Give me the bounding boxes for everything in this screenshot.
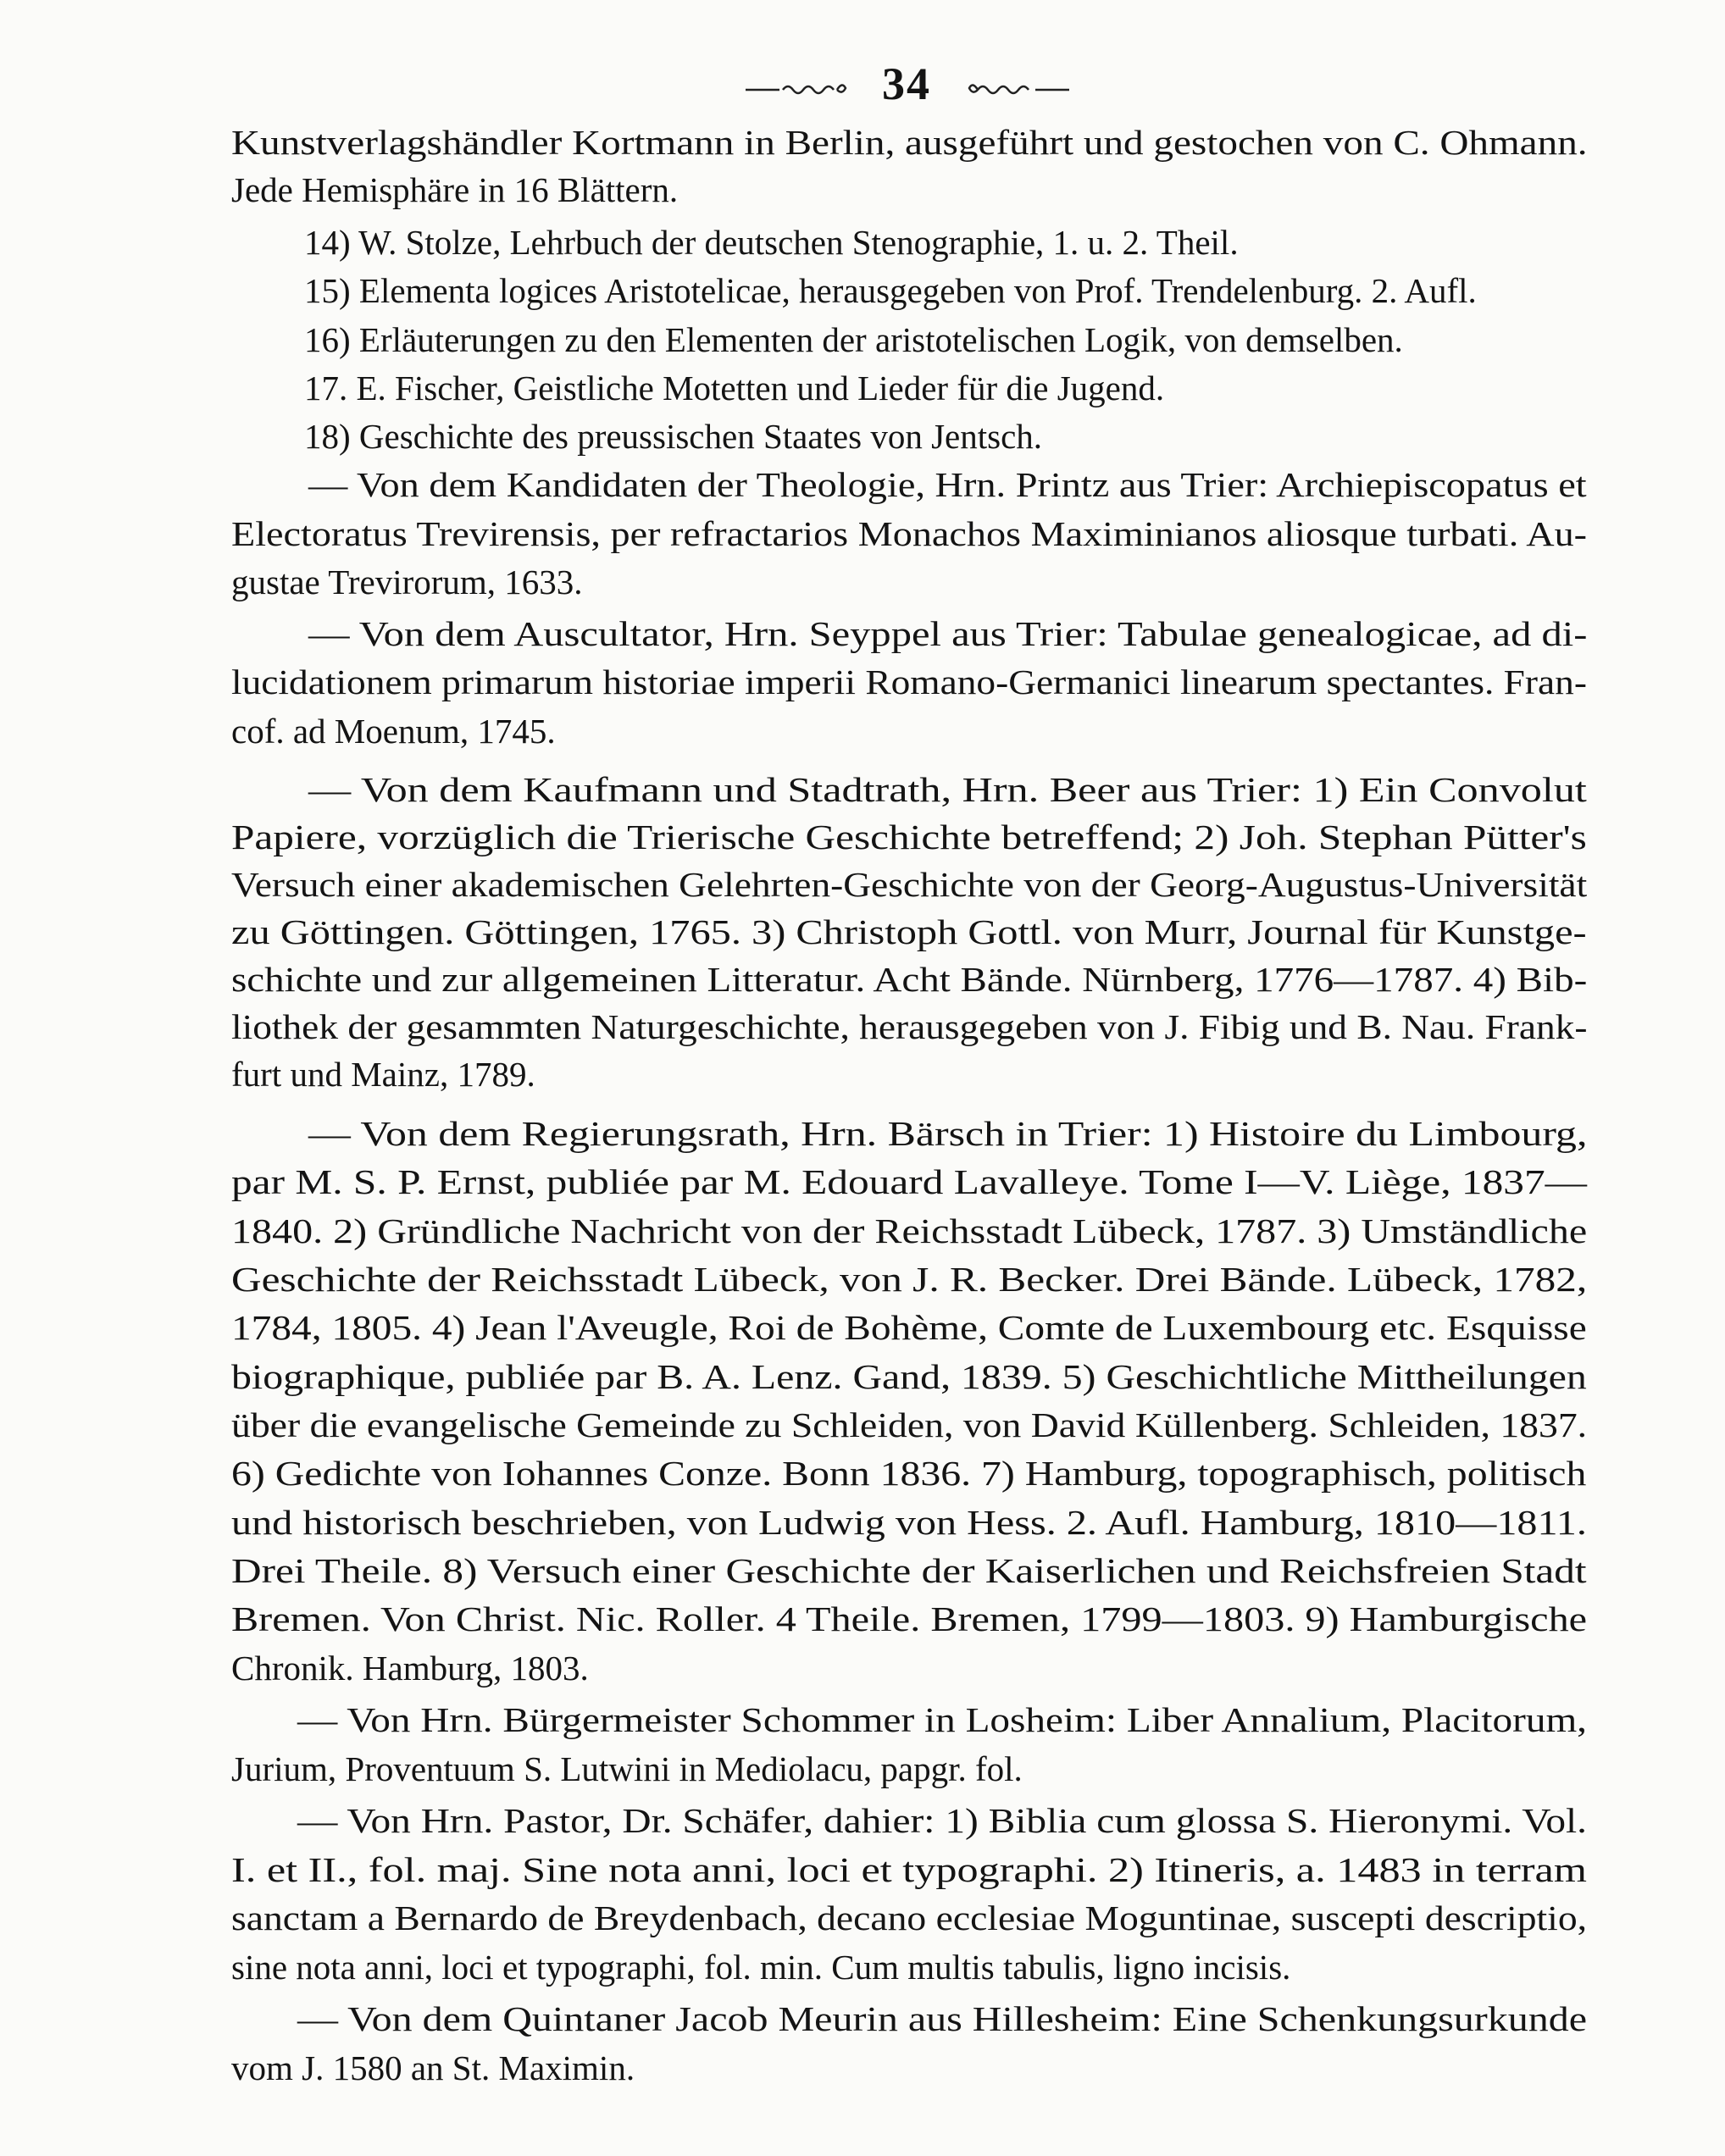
right-ornament-icon: [968, 81, 1069, 98]
text-line: 17. E. Fischer, Geistliche Motetten und Lieder für die Jugend.: [304, 369, 1165, 407]
text-line: 6) Gedichte von Iohannes Conze. Bonn 1836. 7) Hamburg, topographisch, politisch: [231, 1454, 1587, 1493]
text-line: — Von dem Regierungsrath, Hrn. Bärsch in Trier: 1) Histoire du Limbourg,: [308, 1114, 1588, 1153]
text-line: 16) Erläuterungen zu den Elementen der aristotelischen Logik, von demselben.: [304, 320, 1403, 359]
text-line: — Von dem Quintaner Jacob Meurin aus Hillesheim: Eine Schenkungsurkunde: [297, 1999, 1588, 2038]
text-line: — Von dem Kandidaten der Theologie, Hrn. Printz aus Trier: Archiepiscopatus et: [308, 465, 1587, 504]
text-line: sine nota anni, loci et typographi, fol. min. Cum multis tabulis, ligno incisis.: [231, 1948, 1291, 1987]
text-line: 1840. 2) Gründliche Nachricht von der Reichsstadt Lübeck, 1787. 3) Umständliche: [231, 1211, 1588, 1250]
text-line: Kunstverlagshändler Kortmann in Berlin, ausgeführt und gestochen von C. Ohmann.: [231, 123, 1588, 162]
text-line: liothek der gesammten Naturgeschichte, herausgegeben von J. Fibig und B. Nau. Frank-: [231, 1007, 1588, 1046]
text-line: — Von dem Kaufmann und Stadtrath, Hrn. Beer aus Trier: 1) Ein Convolut: [308, 770, 1587, 809]
text-line: Bremen. Von Christ. Nic. Roller. 4 Theile. Bremen, 1799—1803. 9) Hamburgische: [231, 1599, 1588, 1638]
text-line: Geschichte der Reichsstadt Lübeck, von J. R. Becker. Drei Bände. Lübeck, 1782,: [231, 1260, 1588, 1299]
text-line: — Von Hrn. Pastor, Dr. Schäfer, dahier: 1) Biblia cum glossa S. Hieronymi. Vol.: [297, 1801, 1588, 1840]
text-line: Papiere, vorzüglich die Trierische Geschichte betreffend; 2) Joh. Stephan Pütter's: [231, 818, 1587, 856]
page-number: 34: [882, 58, 931, 109]
text-line: furt und Mainz, 1789.: [231, 1055, 535, 1094]
text-line: 1784, 1805. 4) Jean l'Aveugle, Roi de Bohème, Comte de Luxembourg etc. Esquisse: [231, 1308, 1587, 1347]
text-line: lucidationem primarum historiae imperii Romano-Germanici linearum spectantes. Fran-: [231, 662, 1587, 701]
text-line: 14) W. Stolze, Lehrbuch der deutschen Stenographie, 1. u. 2. Theil.: [304, 223, 1239, 262]
text-line: — Von Hrn. Bürgermeister Schommer in Losheim: Liber Annalium, Placitorum,: [297, 1700, 1588, 1739]
text-line: 15) Elementa logices Aristotelicae, herausgegeben von Prof. Trendelenburg. 2. Aufl.: [304, 271, 1477, 310]
text-line: cof. ad Moenum, 1745.: [231, 712, 556, 751]
text-line: I. et II., fol. maj. Sine nota anni, loci et typographi. 2) Itineris, a. 1483 in terram: [231, 1850, 1587, 1889]
text-line: sanctam a Bernardo de Breydenbach, decano ecclesiae Moguntinae, suscepti descriptio,: [231, 1898, 1588, 1937]
text-line: — Von dem Auscultator, Hrn. Seyppel aus Trier: Tabulae genealogicae, ad di-: [308, 614, 1588, 653]
text-line: Electoratus Trevirensis, per refractarios Monachos Maximinianos aliosque turbati. Au-: [231, 514, 1588, 553]
left-ornament-icon: [746, 81, 847, 98]
text-line: Chronik. Hamburg, 1803.: [231, 1649, 589, 1688]
text-line: Jede Hemisphäre in 16 Blättern.: [231, 170, 679, 209]
text-line: vom J. 1580 an St. Maximin.: [231, 2048, 635, 2087]
text-line: Drei Theile. 8) Versuch einer Geschichte der Kaiserlichen und Reichsfreien Stadt: [231, 1551, 1587, 1590]
text-line: gustae Trevirorum, 1633.: [231, 563, 583, 601]
text-line: über die evangelische Gemeinde zu Schleiden, von David Küllenberg. Schleiden, 1837.: [231, 1405, 1588, 1444]
text-line: Jurium, Proventuum S. Lutwini in Mediolacu, papgr. fol.: [231, 1749, 1023, 1788]
text-line: par M. S. P. Ernst, publiée par M. Edouard Lavalleye. Tome I—V. Liège, 1837—: [231, 1162, 1587, 1201]
text-line: zu Göttingen. Göttingen, 1765. 3) Christoph Gottl. von Murr, Journal für Kunstge-: [231, 912, 1587, 951]
text-line: Versuch einer akademischen Gelehrten-Geschichte von der Georg-Augustus-Universität: [231, 865, 1588, 904]
text-line: biographique, publiée par B. A. Lenz. Gand, 1839. 5) Geschichtliche Mittheilungen: [231, 1357, 1587, 1396]
text-line: und historisch beschrieben, von Ludwig von Hess. 2. Aufl. Hamburg, 1810—1811.: [231, 1503, 1587, 1542]
text-line: 18) Geschichte des preussischen Staates von Jentsch.: [304, 417, 1043, 456]
text-line: schichte und zur allgemeinen Litteratur. Acht Bände. Nürnberg, 1776—1787. 4) Bib-: [231, 960, 1588, 999]
